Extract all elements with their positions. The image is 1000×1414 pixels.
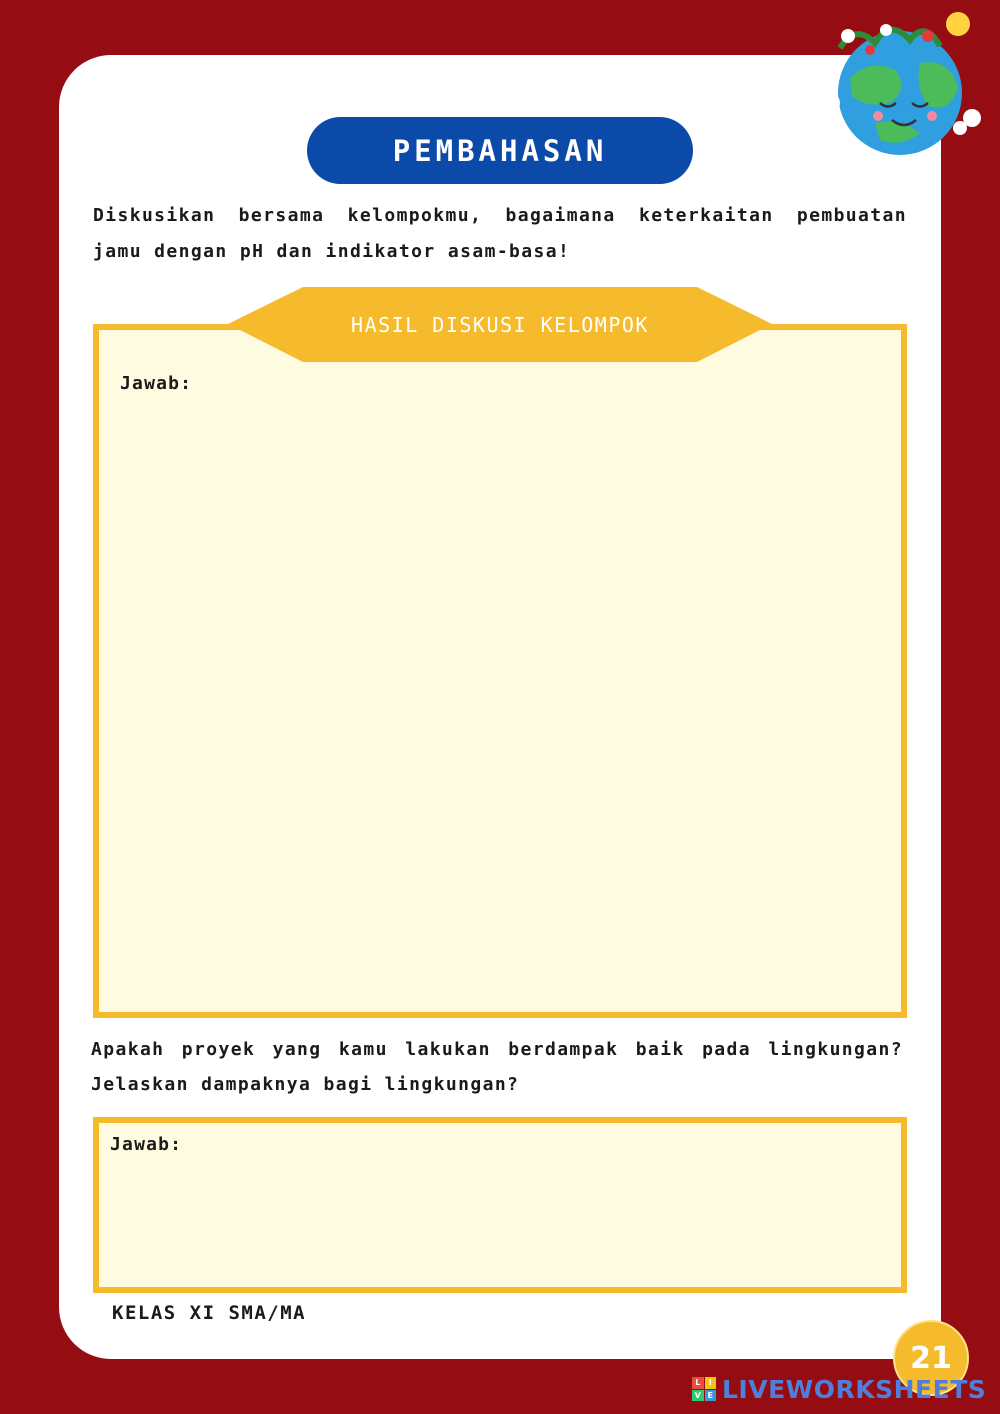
section-title: PEMBAHASAN: [307, 117, 693, 184]
answer-box-1[interactable]: [93, 324, 907, 1018]
earth-globe-icon: [800, 8, 990, 158]
discussion-banner-label: HASIL DISKUSI KELOMPOK: [351, 312, 649, 337]
answer-box-2[interactable]: [93, 1117, 907, 1293]
liveworksheets-logo-icon: L I V E: [692, 1377, 716, 1401]
liveworksheets-watermark: [692, 1374, 986, 1404]
answer-label-1: Jawab:: [120, 373, 193, 394]
liveworksheets-text: LIVEWORKSHEETS: [722, 1374, 987, 1404]
footer-class-label: KELAS XI SMA/MA: [112, 1302, 307, 1324]
question-1-text: Diskusikan bersama kelompokmu, bagaimana keterkaitan pembuatan jamu dengan pH dan indikator asam-basa!: [93, 205, 907, 262]
question-2-text: Apakah proyek yang kamu lakukan berdampak baik pada lingkungan? Jelaskan dampaknya bagi lingkungan?: [91, 1039, 903, 1095]
answer-label-2: Jawab:: [110, 1134, 183, 1155]
page-number-badge: 21: [893, 1320, 969, 1396]
